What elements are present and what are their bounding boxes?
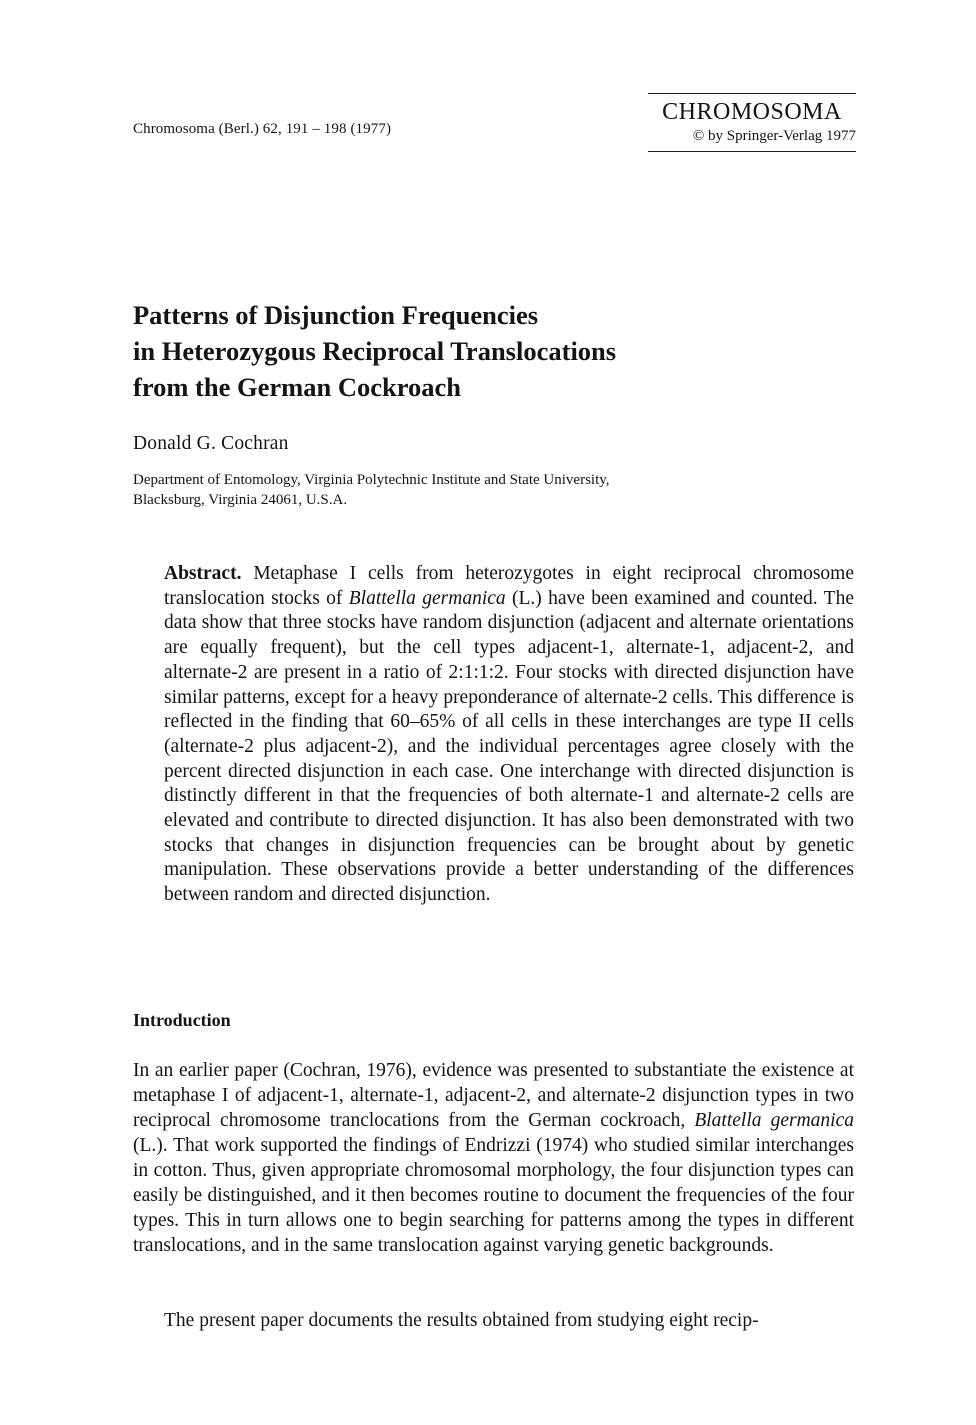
section-heading: Introduction bbox=[133, 1010, 231, 1030]
paragraph-text: (L.). That work supported the findings of Endrizzi (1974) who studied similar interchanges in cotton. Thus, given appropriate chromosomal morphology, the four disjunction types can easily be distinguished, and it then becomes routine to document the frequencies of the four types. This in turn allows one to begin searching for patterns among the types in different translocations, and in the same translocation against varying genetic backgrounds. bbox=[133, 1135, 854, 1256]
journal-masthead bbox=[648, 93, 856, 152]
abstract-label: Abstract. bbox=[164, 563, 242, 584]
title-line: in Heterozygous Reciprocal Translocations bbox=[133, 336, 617, 366]
paragraph-text: In an earlier paper (Cochran, 1976), evidence was presented to substantiate the existence at metaphase I of adjacent-1, alternate-1, adjacent-2, and alternate-2 disjunction types in two reciprocal chromosome tranclocations from the German cockroach, bbox=[133, 1060, 854, 1131]
abstract-text: Metaphase I cells from heterozygotes in eight reciprocal chromosome translocation stocks of bbox=[164, 563, 854, 609]
abstract bbox=[164, 562, 854, 908]
title-line: from the German Cockroach bbox=[133, 372, 462, 402]
journal-name: CHROMOSOMA bbox=[662, 99, 842, 125]
masthead-bottom-rule bbox=[648, 151, 856, 152]
body-paragraph: The present paper documents the results obtained from studying eight recip- bbox=[164, 1310, 759, 1331]
author-name: Donald G. Cochran bbox=[133, 433, 289, 454]
title-line: Patterns of Disjunction Frequencies bbox=[133, 300, 539, 330]
author-affiliation bbox=[133, 470, 610, 510]
species-name: Blattella germanica bbox=[694, 1110, 854, 1131]
affiliation-line: Blacksburg, Virginia 24061, U.S.A. bbox=[133, 492, 348, 508]
masthead-top-rule bbox=[648, 93, 856, 94]
copyright-notice: © by Springer-Verlag 1977 bbox=[692, 128, 856, 144]
affiliation-line: Department of Entomology, Virginia Polytechnic Institute and State University, bbox=[133, 472, 610, 488]
body-paragraph bbox=[133, 1058, 854, 1258]
species-name: Blattella germanica bbox=[348, 587, 506, 609]
abstract-text: (L.) have been examined and counted. The data show that three stocks have random disjunction (adjacent and alternate orientations are equally frequent), but the cell types adjacent-1, alternate-1, adjacent-2, and alternate-2 are present in a ratio of 2:1:1:2. Four stocks with directed disjunction have similar patterns, except for a heavy preponderance of alternate-2 cells. This difference is reflected in the finding that 60–65% of all cells in these interchanges are type II cells (alternate-2 plus adjacent-2), and the individual percentages agree closely with the percent directed disjunction in each case. One interchange with directed disjunction is distinctly different in that the frequencies of both alternate-1 and alternate-2 cells are elevated and contribute to directed disjunction. It has also been demonstrated with two stocks that changes in disjunction frequencies can be brought about by genetic manipulation. These observations provide a better understanding of the differences between random and directed disjunction. bbox=[164, 587, 854, 906]
journal-citation: Chromosoma (Berl.) 62, 191 – 198 (1977) bbox=[133, 121, 392, 137]
article-title bbox=[133, 297, 853, 405]
